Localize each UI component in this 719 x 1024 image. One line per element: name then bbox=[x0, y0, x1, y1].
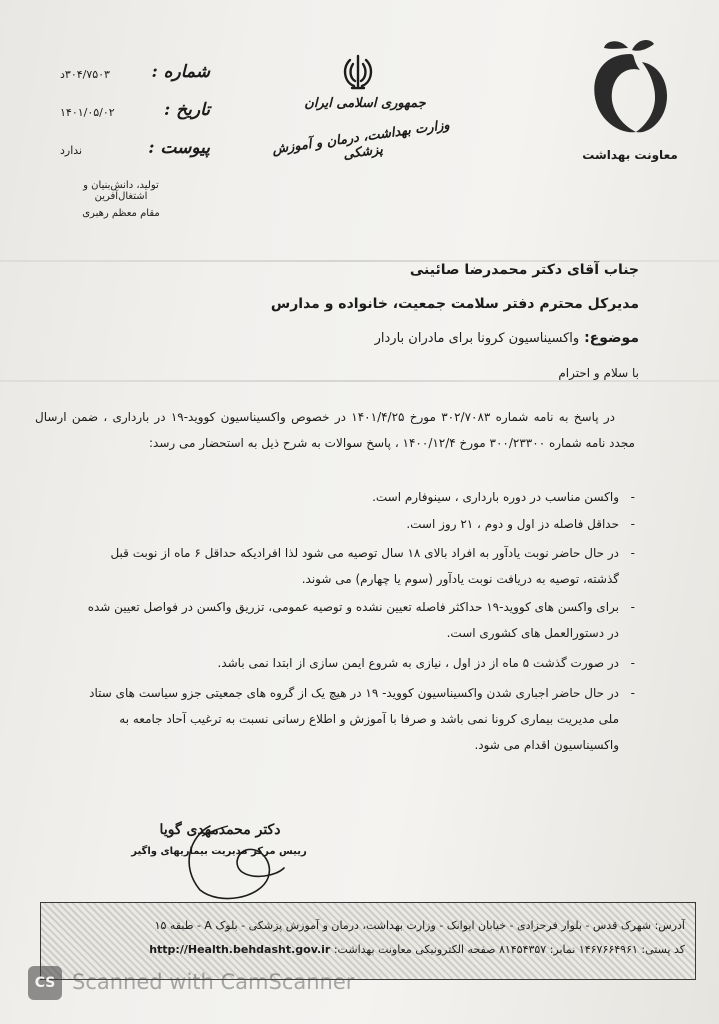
letter-number bbox=[60, 62, 210, 88]
bullet-text: در صورت گذشت ۵ ماه از دز اول ، نیازی به شروع ایمن سازی از ابتدا نمی باشد. bbox=[217, 656, 619, 670]
bullet-item: - حداقل فاصله دز اول و دوم ، ۲۱ روز است. bbox=[406, 517, 635, 531]
ministry-line2: وزارت بهداشت، درمان و آموزش پزشکی bbox=[271, 117, 451, 163]
bullet-text: در حال حاضر نوبت یادآور به افراد بالای ۱۸ سال توصیه می شود لذا افرادیکه حداقل ۶ ماه از نوبت قبل گذشته، توصیه به دریافت نوبت یادآور (سوم یا چهارم) می شوند. bbox=[110, 546, 619, 586]
camscanner-text: Scanned with CamScanner bbox=[72, 970, 355, 994]
bullet-text: در حال حاضر اجباری شدن واکسیناسیون کووید- ۱۹ در هیچ یک از گروه های جمعیتی جزو سیاست های ستاد ملی مدیریت بیماری کرونا نمی باشد و صرفا با آموزش و اطلاع رسانی نسبت به ترغیب آحاد جامعه به واکسیناسیون اقدام می شود. bbox=[89, 686, 619, 752]
paper-fold bbox=[0, 380, 719, 382]
ministry-line1: جمهوری اسلامی ایران bbox=[304, 96, 426, 111]
bullet-item: - در حال حاضر اجباری شدن واکسیناسیون کووید- ۱۹ در هیچ یک از گروه های جمعیتی جزو سیاست های ستاد ملی مدیریت بیماری کرونا نمی باشد و صرفا با آموزش و اطلاع رسانی نسبت به ترغیب آحاد جامعه به واکسیناسیون اقدام می شود. bbox=[89, 686, 635, 752]
subject-label: موضوع: bbox=[584, 330, 639, 346]
letter-attachment bbox=[60, 138, 210, 164]
date-value: ۱۴۰۱/۰۵/۰۲ bbox=[60, 106, 115, 119]
motto-line1: تولید، دانش‌بنیان و اشتغال‌آفرین bbox=[83, 180, 159, 202]
attachment-value: ندارد bbox=[60, 144, 83, 157]
attachment-label: پیوست : bbox=[148, 138, 210, 158]
number-value: ۳۰۴/۷۵۰۳د bbox=[60, 68, 110, 81]
greeting: با سلام و احترام bbox=[558, 366, 639, 380]
intro-paragraph: در پاسخ به نامه شماره ۳۰۲/۷۰۸۳ مورخ ۱۴۰۱/۴/۲۵ در خصوص واکسیناسیون کووید-۱۹ در بارداری ، ضمن ارسال مجدد نامه شماره ۳۰۰/۲۳۳۰۰ مورخ ۱۴۰۰/۱۲/۴ ، پاسخ سوالات به شرح ذیل به استحضار می رسد: bbox=[35, 410, 635, 450]
handwritten-signature-icon bbox=[150, 806, 290, 906]
signer-name: دکتر محمدمهدی گویا bbox=[159, 822, 281, 838]
camscanner-logo-icon: CS bbox=[28, 966, 62, 1000]
letter-date bbox=[60, 100, 210, 126]
bullet-item: - برای واکسن های کووید-۱۹ حداکثر فاصله تعیین نشده و توصیه عمومی، تزریق واکسن در فواصل تعیین شده در دستورالعمل های کشوری است. bbox=[87, 600, 635, 640]
leader-motto bbox=[56, 180, 186, 219]
logo-caption: معاونت بهداشت bbox=[582, 148, 678, 162]
bullet-text: برای واکسن های کووید-۱۹ حداکثر فاصله تعیین نشده و توصیه عمومی، تزریق واکسن در فواصل تعیین شده در دستورالعمل های کشوری است. bbox=[87, 600, 619, 640]
bullet-item: - در حال حاضر نوبت یادآور به افراد بالای ۱۸ سال توصیه می شود لذا افرادیکه حداقل ۶ ماه از نوبت قبل گذشته، توصیه به دریافت نوبت یادآور (سوم یا چهارم) می شوند. bbox=[110, 546, 635, 586]
bullet-item: - واکسن مناسب در دوره بارداری ، سینوفارم است. bbox=[372, 490, 635, 504]
number-label: شماره : bbox=[151, 62, 210, 82]
recipient-title: مدیرکل محترم دفتر سلامت جمعیت، خانواده و مدارس bbox=[270, 296, 639, 312]
iran-emblem-icon bbox=[336, 50, 380, 92]
bullet-text: واکسن مناسب در دوره بارداری ، سینوفارم است. bbox=[372, 490, 619, 504]
footer-address: آدرس: شهرک قدس - بلوار فرحزادی - خیابان ایوانک - وزارت بهداشت، درمان و آموزش پزشکی - بلوک A - طبقه ۱۵ bbox=[154, 919, 685, 932]
footer-website[interactable]: http://Health.behdasht.gov.ir bbox=[149, 943, 331, 956]
subject-line bbox=[375, 330, 639, 346]
subject-text: واکسیناسیون کرونا برای مادران باردار bbox=[374, 331, 580, 346]
footer-postal-text: کد پستی: ۱۴۶۷۶۶۴۹۶۱ نمابر: ۸۱۴۵۴۳۵۷ صفحه الکترونیکی معاونت بهداشت: bbox=[333, 943, 685, 956]
recipient-name: جناب آقای دکتر محمدرضا صائینی bbox=[409, 262, 639, 278]
bullet-text: حداقل فاصله دز اول و دوم ، ۲۱ روز است. bbox=[406, 517, 619, 531]
date-label: تاریخ : bbox=[163, 100, 210, 120]
health-deputy-logo-icon bbox=[580, 36, 680, 144]
signer-title: رییس مرکز مدیریت بیماریهای واگیر bbox=[131, 846, 307, 857]
bullet-item: - در صورت گذشت ۵ ماه از دز اول ، نیازی به شروع ایمن سازی از ابتدا نمی باشد. bbox=[217, 656, 635, 670]
camscanner-watermark bbox=[0, 966, 719, 1004]
motto-line2: مقام معظم رهبری bbox=[82, 208, 160, 219]
footer-postal bbox=[149, 943, 685, 956]
